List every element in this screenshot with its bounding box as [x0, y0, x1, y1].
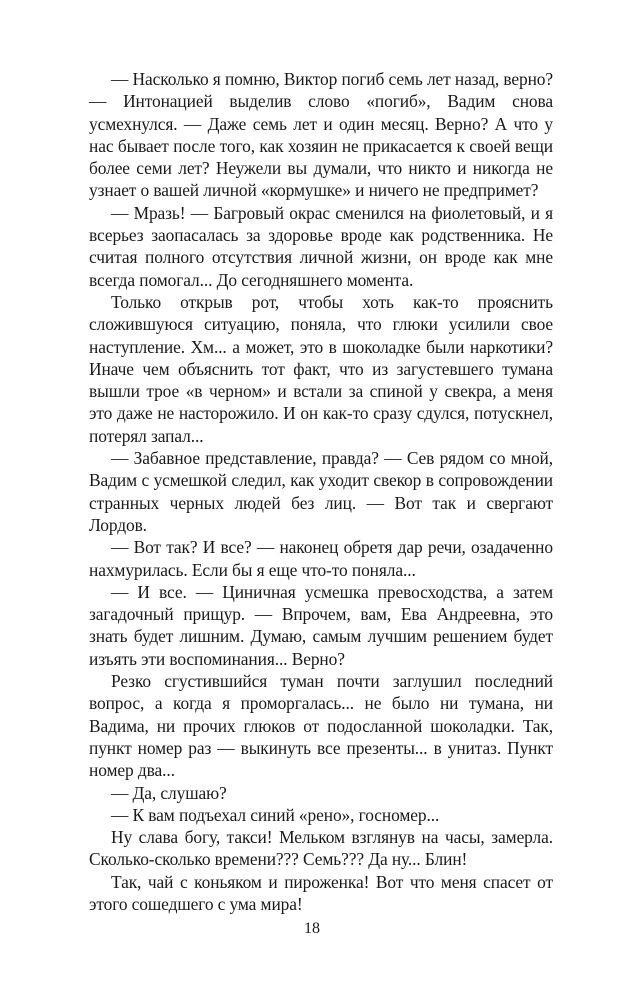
paragraph-4: — Забавное представление, правда? — Сев рядом со мной, Вадим с усмешкой следил, как уходит свекор в сопровождении странных черных людей без лиц. — Вот так и свергают Лордов. — [89, 448, 553, 535]
paragraph-9: — К вам подъехал синий «рено», госномер... — [111, 804, 440, 825]
paragraph-1: — Насколько я помню, Виктор погиб семь лет назад, верно? — Интонацией выделив слово «погиб», Вадим снова усмехнулся. — Даже семь лет и один месяц. Верно? А что у нас бывает после того, как хозяин не прикасается к своей вещи более семи лет? Неужели вы думали, что никто и никогда не узнает о вашей личной «кормушке» и ничего не предпримет? — [89, 69, 553, 201]
paragraph-3: Только открыв рот, чтобы хоть как-то прояснить сложившуюся ситуацию, поняла, что глюки усилили свое наступление. Хм... а может, это в шоколадке были наркотики? Иначе чем объяснить тот факт, что из загустевшего тумана вышли трое «в черном» и встали за спиной у свекра, а меня это даже не насторожило. И он как-то сразу сдулся, потускнел, потерял запал... — [89, 291, 553, 446]
paragraph-5: — Вот так? И все? — наконец обретя дар речи, озадаченно нахмурилась. Если бы я еще что-то поняла... — [89, 537, 553, 580]
paragraph-7: Резко сгустившийся туман почти заглушил последний вопрос, а когда я проморгалась... не было ни тумана, ни Вадима, ни прочих глюков от подосланной шоколадки. Так, пункт номер раз — выкинуть все презенты... в унитаз. Пункт номер два... — [89, 671, 553, 781]
paragraph-11: Так, чай с коньяком и пироженка! Вот что меня спасет от этого сошедшего с ума мира! — [89, 871, 553, 914]
paragraph-6: — И все. — Циничная усмешка превосходства, а затем загадочный прищур. — Впрочем, вам, Ева Андреевна, это знать будет лишним. Думаю, самым лучшим решением будет изъять эти воспоминания... Верно? — [89, 581, 553, 669]
page-number: 18 — [304, 920, 320, 937]
paragraph-10: Ну слава богу, такси! Мельком взглянув на часы, замерла. Сколько-сколько времени??? Семь??? Да ну... Блин! — [89, 827, 553, 870]
body-text — [89, 68, 553, 915]
paragraph-8: — Да, слушаю? — [111, 782, 227, 803]
paragraph-2: — Мразь! — Багровый окрас сменился на фиолетовый, и я всерьез заопасалась за здоровье вроде как родственника. Не считая полного отсутствия личной жизни, он вроде как мне всегда помогал... До сегодняшнего момента. — [89, 202, 553, 290]
